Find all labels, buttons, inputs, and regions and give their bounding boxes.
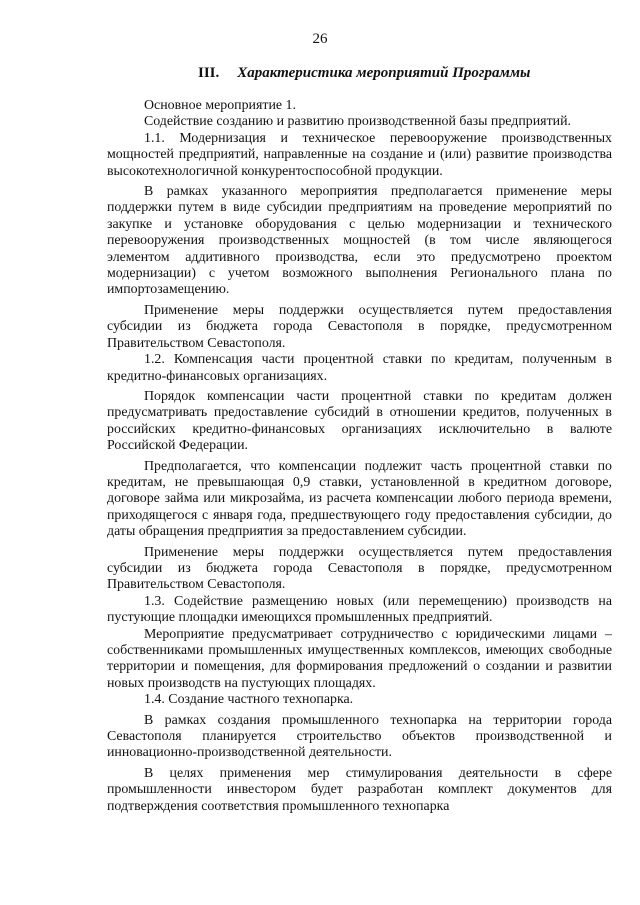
paragraph: Порядок компенсации части процентной ставки по кредитам должен предусматривать предоставление субсидий в отношении кредитов, полученных в российских кредитно-финансовых организациях исключительно в валюте Российской Федерации. xyxy=(107,388,612,454)
paragraph: Применение меры поддержки осуществляется путем предоставления субсидии из бюджета города Севастополя в порядке, предусмотренном Правительством Севастополя. xyxy=(107,544,612,593)
section-heading xyxy=(0,64,640,82)
section-number: III. xyxy=(198,65,220,81)
paragraph-main-activity-title: Содействие созданию и развитию производственной базы предприятий. xyxy=(144,114,571,130)
paragraph: В рамках указанного мероприятия предполагается применение меры поддержки путем в виде субсидии предприятиям на проведение мероприятий по закупке и установке оборудования с целью модернизации и технического перевооружения производственных мощностей (в том числе являющегося элементом аддитивного производства, если это предусмотрено проектом модернизации) с учетом возможного выполнения Регионального плана по импортозамещению. xyxy=(107,184,612,298)
paragraph-item-1-1: 1.1. Модернизация и техническое перевооружение производственных мощностей предприятий, направленные на создание и (или) развитие производства высокотехнологичной конкурентоспособной продукции. xyxy=(107,130,612,179)
paragraph-item-1-3: 1.3. Содействие размещению новых (или перемещению) производств на пустующие площадки имеющихся промышленных предприятий. xyxy=(107,593,612,626)
section-title: Характеристика мероприятий Программы xyxy=(237,65,531,81)
paragraph: Предполагается, что компенсации подлежит часть процентной ставки по кредитам, не превышающая 0,9 ставки, установленной в кредитном договоре, договоре займа или микрозайма, из расчета компенсации любого периода времени, приходящегося с января года, предшествующего году предоставления субсидии, до даты обращения предприятия за предоставлением субсидии. xyxy=(107,458,612,540)
paragraph-main-activity: Основное мероприятие 1. xyxy=(144,98,296,113)
paragraph-item-1-4: 1.4. Создание частного технопарка. xyxy=(144,692,354,708)
paragraph: Применение меры поддержки осуществляется путем предоставления субсидии из бюджета города Севастополя в порядке, предусмотренном Правительством Севастополя. xyxy=(107,302,612,351)
paragraph: Мероприятие предусматривает сотрудничество с юридическими лицами – собственниками промышленных имущественных комплексов, имеющих свободные территории и помещения, для формирования предложений о создании и развитии новых производств на пустующих площадях. xyxy=(107,626,612,691)
paragraph: В рамках создания промышленного технопарка на территории города Севастополя планируется строительство объектов производственной и инновационно-производственной деятельности. xyxy=(107,712,612,761)
paragraph-item-1-2: 1.2. Компенсация части процентной ставки по кредитам, полученным в кредитно-финансовых организациях. xyxy=(107,352,612,384)
page-number: 26 xyxy=(312,31,328,47)
paragraph: В целях применения мер стимулирования деятельности в сфере промышленности инвестором будет разработан комплект документов для подтверждения соответствия промышленного технопарка xyxy=(107,765,612,814)
document-body xyxy=(107,98,612,815)
